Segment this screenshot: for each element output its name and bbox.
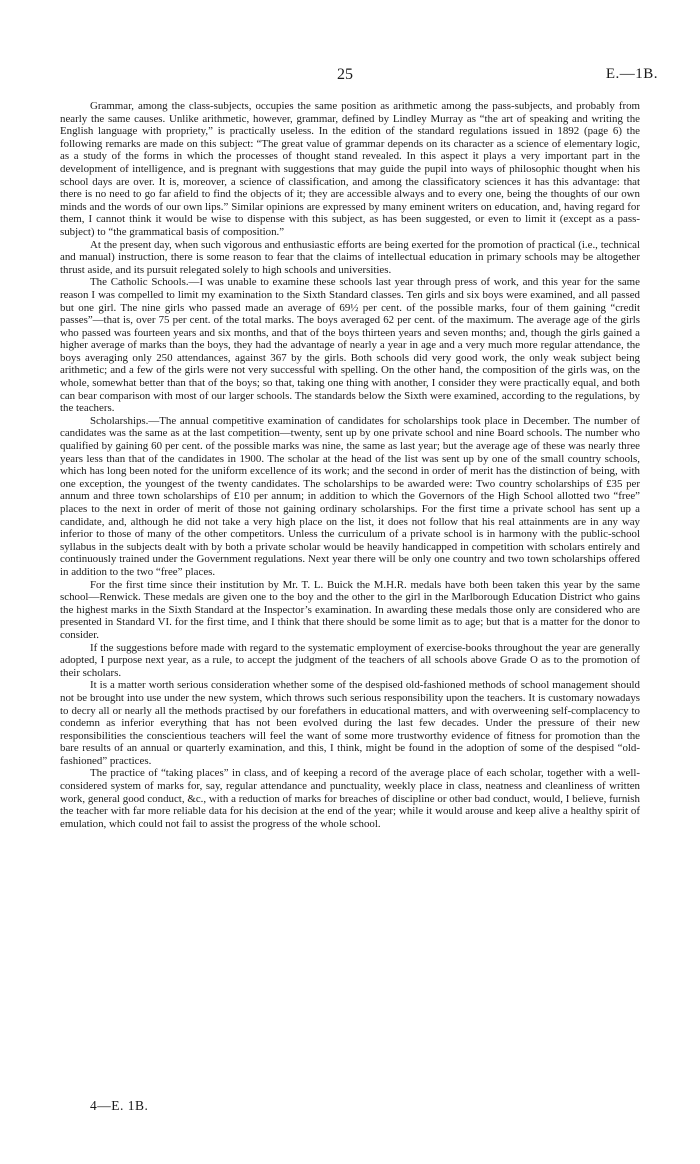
- paragraph-old-methods: It is a matter worth serious consideration whether some of the despised old-fashioned methods of school management should not be brought into use under the new system, which throws such serious responsibility upon the teachers. It is customary nowadays to decry all or nearly all the methods practised by our forefathers in educational matters, and with overweening self-complacency to condemn as inferior everything that has not been evolved during the last few decades. Under the pressure of their new responsibilities the conscientious teachers will feel the want of some more trustworthy evidence of fitness for promotion than the bare results of an annual or quarterly examination, and this, I think, might be found in the adoption of some of the despised “old-fashioned” practices.: [60, 679, 640, 767]
- page-header: [0, 66, 700, 88]
- paragraph-practical-instruction: At the present day, when such vigorous and enthusiastic efforts are being exerted for the promotion of practical (i.e., technical and manual) instruction, there is some reason to fear that the claims of intellectual education in primary schools may be altogether thrust aside, and its pursuit relegated solely to high schools and universities.: [60, 238, 640, 276]
- paragraph-scholarships: Scholarships.—The annual competitive examination of candidates for scholarships took place in December. The number of candidates was the same as at the last competition—twenty, sent up by one private school and nine Board schools. The number who qualified by gaining 60 per cent. of the possible marks was nine, the same as last year; but the average age of these was nearly three years less than that of the candidates in 1900. The scholar at the head of the list was sent up by one of the small country schools, which has long been noted for the uniform excellence of its work; and the second in order of merit has the distinction of being, with one exception, the youngest of the twenty candidates. The scholarships to be awarded were: Two country scholarships of £35 per annum and three town scholarships of £10 per annum; in addition to which the Governors of the High School allotted two “free” places to the next in order of merit of those not gaining ordinary scholarships. For the first time a private school has sent up a candidate, and, although he did not take a very high place on the list, it does not follow that his real attainments are in any way inferior to those of many of the other competitors. Unless the curriculum of a private school is in harmony with the public-school syllabus in the subjects dealt with by both a private scholar would be heavily handicapped in competition with scholars entirely and continuously trained under the Government regulations. Next year there will be only one country and two town scholarships offered in addition to the two “free” places.: [60, 414, 640, 578]
- document-reference: E.—1B.: [605, 66, 658, 82]
- paragraph-grammar: Grammar, among the class-subjects, occupies the same position as arithmetic among the pass-subjects, and probably from nearly the same causes. Unlike arithmetic, however, grammar, defined by Lindley Murray as “the art of speaking and writing the English language with propriety,” is practically useless. In the edition of the standard regulations issued in 1892 (page 6) the following remarks are made on this subject: “The great value of grammar depends on its character as a science of elementary logic, as a study of the forms in which the processes of thought stand revealed. In this aspect it plays a very important part in the development of intelligence, and is pregnant with suggestions that may guide the pupil into ways of philosophic thought when his school days are over. It is, moreover, a science of classification, and among the classificatory sciences it has this advantage: that there is no need to go far afield to find the objects of it; they are accessible always and to every one, being the thoughts of our own minds and the words of our own lips.” Similar opinions are expressed by many eminent writers on education, and, having regard for them, I cannot think it would be wise to dispense with this subject, as has been suggested, or even to limit it (except as a pass-subject) to “the grammatical basis of composition.”: [60, 100, 640, 238]
- body-text: [60, 100, 640, 830]
- paragraph-medals: For the first time since their institution by Mr. T. L. Buick the M.H.R. medals have both been taken this year by the same school—Renwick. These medals are given one to the boy and the other to the girl in the Marlborough Education District who gains the highest marks in the Sixth Standard at the Inspector’s examination. In awarding these medals those only are considered who are presented in Standard VI. for the first time, and I think that there should be some limit as to age; but that is a matter for the donor to consider.: [60, 578, 640, 641]
- page-number: 25: [337, 66, 353, 83]
- page-footer-signature: 4—E. 1B.: [90, 1098, 149, 1113]
- paragraph-exercise-books: If the suggestions before made with regard to the systematic employment of exercise-books throughout the year are generally adopted, I purpose next year, as a rule, to accept the judgment of the teachers of all schools above Grade O as to the promotion of their scholars.: [60, 641, 640, 679]
- paragraph-catholic-schools: The Catholic Schools.—I was unable to examine these schools last year through press of work, and this year for the same reason I was compelled to limit my examination to the Sixth Standard classes. Ten girls and six boys were examined, and all passed but one girl. The nine girls who passed made an average of 69½ per cent. of the possible marks, four of them gaining “credit passes”—that is, over 75 per cent. of the total marks. The boys averaged 62 per cent. of the maximum. The average age of the girls who passed was fourteen years and six months, and that of the boys thirteen years and seven months; and, though the girls gained a higher average of marks than the boys, they had the advantage of nearly a year in age and a very much more regular attendance, the boys averaging only 250 attendances, against 367 by the girls. Both schools did very good work, the only weak subject being arithmetic; and a few of the girls were not very successful with spelling. On the other hand, the composition of the girls was, on the whole, somewhat better than that of the boys; so that, taking one thing with another, I consider they were practically equal, and both can bear comparison with most of our larger schools. The standards below the Sixth were examined, according to the regulations, by the teachers.: [60, 276, 640, 415]
- paragraph-taking-places: The practice of “taking places” in class, and of keeping a record of the average place of each scholar, together with a well-considered system of marks for, say, regular attendance and punctuality, weekly place in class, neatness and cleanliness of written work, general good conduct, &c., with a reduction of marks for breaches of discipline or other bad conduct, would, I believe, furnish the teacher with far more reliable data for his decision at the end of the year; while it would arouse and keep alive a healthy spirit of emulation, which could not fail to assist the progress of the whole school.: [60, 767, 640, 830]
